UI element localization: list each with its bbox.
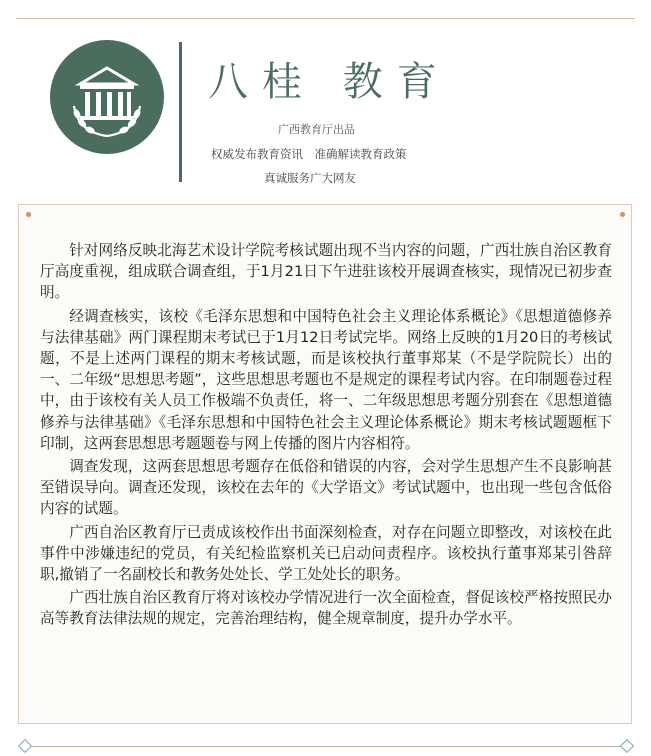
diamond-ornament-right <box>620 739 634 753</box>
paragraph-5: 广西壮族自治区教育厅将对该校办学情况进行一次全面检查，督促该校严格按照民办高等教育法律法规的规定，完善治理结构，健全规章制度，提升办学水平。 <box>40 589 612 628</box>
brand-logo <box>50 40 164 154</box>
bottom-divider <box>28 746 623 747</box>
diamond-ornament-left <box>18 739 32 753</box>
article-body <box>40 240 612 632</box>
corner-dot-right <box>620 212 625 217</box>
slogan-line-2: 真诚服务广大网友 <box>264 171 356 185</box>
slogan-line-1: 权威发布教育资讯 准确解读教育政策 <box>211 147 407 161</box>
paragraph-1: 针对网络反映北海艺术设计学院考核试题出现不当内容的问题，广西壮族自治区教育厅高度重视，组成联合调查组，于1月21日下午进驻该校开展调查核实，现情况已初步查明。 <box>40 242 612 302</box>
paragraph-3: 调查发现，这两套思想思考题存在低俗和错误的内容，会对学生思想产生不良影响甚至错误导向。调查还发现，该校在去年的《大学语文》考试试题中，也出现一些包含低俗内容的试题。 <box>40 458 612 518</box>
paragraph-2: 经调查核实，该校《毛泽东思想和中国特色社会主义理论体系概论》《思想道德修养与法律基础》两门课程期末考试已于1月12日考试完毕。网络上反映的1月20日的考核试题，不是上述两门课程的期末考核试题，而是该校执行董事郑某（不是学院院长）出的一、二年级“思想思考题”，这些思想思考题也不是规定的课程考试内容。在印制题卷过程中，由于该校有关人员工作极端不负责任，将一、二年级思想思考题分别套在《思想道德修养与法律基础》《毛泽东思想和中国特色社会主义理论体系概论》期末考核试题题框下印制，这两套思想思考题题卷与网上传播的图片内容相符。 <box>40 307 612 452</box>
building-with-wreath-icon <box>50 40 164 154</box>
brand-title: 八桂 教育 <box>208 59 451 105</box>
corner-dot-left <box>26 212 31 217</box>
paragraph-4: 广西自治区教育厅已责成该校作出书面深刻检查，对存在问题立即整改，对该校在此事件中涉嫌违纪的党员，有关纪检监察机关已启动问责程序。该校执行董事郑某引咎辞职,撤销了一名副校长和教务处处长、学工处处长的职务。 <box>40 523 612 584</box>
header-divider <box>179 42 182 182</box>
top-divider <box>16 18 635 19</box>
publisher-label: 广西教育厅出品 <box>278 123 355 136</box>
